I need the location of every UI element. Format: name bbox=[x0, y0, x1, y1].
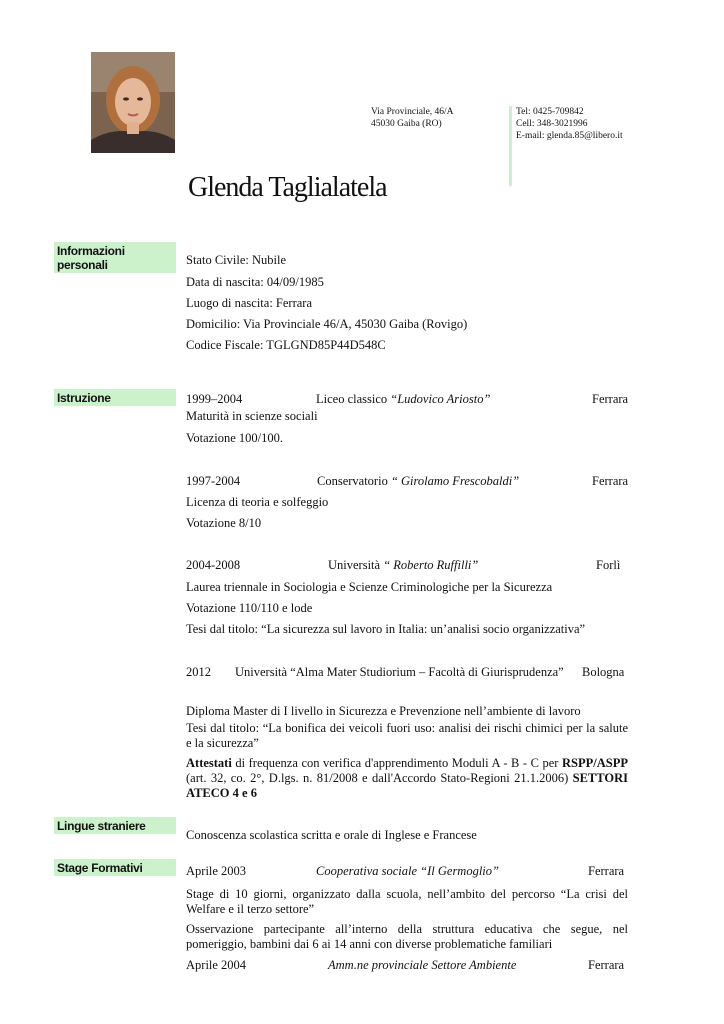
edu-1-years: 1999–2004 bbox=[186, 392, 243, 406]
stage-2-org: Amm.ne provinciale Settore Ambiente bbox=[328, 958, 517, 972]
contact-block bbox=[516, 106, 623, 142]
contact-divider bbox=[509, 106, 512, 186]
section-personal-label: Informazioni personali bbox=[54, 242, 176, 273]
edu-1-line-2: Votazione 100/100. bbox=[186, 431, 283, 445]
edu-3-school bbox=[328, 558, 478, 573]
stage-1-org: Cooperativa sociale “Il Germoglio” bbox=[316, 864, 499, 878]
codice-fiscale: Codice Fiscale: TGLGND85P44D548C bbox=[186, 338, 386, 352]
edu-2-line-1: Licenza di teoria e solfeggio bbox=[186, 495, 329, 509]
edu-3-line-2: Votazione 110/110 e lode bbox=[186, 601, 313, 615]
stage-2-city: Ferrara bbox=[588, 958, 625, 972]
section-education-label: Istruzione bbox=[54, 389, 176, 406]
email-text[interactable]: E-mail: glenda.85@libero.it bbox=[516, 131, 623, 141]
attestati-bold-1: Attestati bbox=[186, 756, 232, 770]
stage-1-line-2: Osservazione partecipante all’interno della struttura educativa che segue, nel pomeriggio, bambini dai 6 ai 14 anni con diverse problematiche familiari bbox=[186, 922, 628, 951]
edu-1-school-prefix: Liceo classico bbox=[316, 392, 391, 406]
edu-4-line-1: Diploma Master di I livello in Sicurezza e Prevenzione nell’ambiente di lavoro bbox=[186, 704, 581, 718]
section-languages-label: Lingue straniere bbox=[54, 817, 176, 834]
edu-4-city: Bologna bbox=[582, 665, 625, 679]
edu-2-years: 1997-2004 bbox=[186, 474, 241, 488]
data-nascita: Data di nascita: 04/09/1985 bbox=[186, 275, 324, 289]
attestati-bold-3: SETTORI ATECO 4 e 6 bbox=[186, 771, 628, 800]
stage-2-date: Aprile 2004 bbox=[186, 958, 247, 972]
address-block bbox=[371, 106, 454, 130]
section-internships-label: Stage Formativi bbox=[54, 859, 176, 876]
page-title: Glenda Taglialatela bbox=[188, 172, 387, 203]
edu-3-line-3: Tesi dal titolo: “La sicurezza sul lavoro in Italia: un’analisi socio organizzativa” bbox=[186, 622, 586, 636]
cell-text: Cell: 348-3021996 bbox=[516, 119, 588, 129]
edu-1-city: Ferrara bbox=[592, 392, 629, 406]
stage-1-line-1: Stage di 10 giorni, organizzato dalla scuola, nell’ambito del percorso “La crisi del Welfare e il terzo settore” bbox=[186, 887, 628, 916]
edu-2-school-prefix: Conservatorio bbox=[317, 474, 391, 488]
edu-2-school-name: “ Girolamo Frescobaldi” bbox=[390, 474, 520, 488]
attestati-bold-2: RSPP/ASPP bbox=[562, 756, 628, 770]
edu-1-school bbox=[316, 392, 490, 407]
address-line-1: Via Provinciale, 46/A bbox=[371, 107, 454, 117]
stato-civile: Stato Civile: Nubile bbox=[186, 253, 286, 267]
edu-2-city: Ferrara bbox=[592, 474, 629, 488]
edu-4-line-2: Tesi dal titolo: “La bonifica dei veicoli fuori uso: analisi dei rischi chimici per la salute e la sicurezza” bbox=[186, 721, 628, 750]
address-line-2: 45030 Gaiba (RO) bbox=[371, 119, 442, 129]
attestati-paragraph bbox=[186, 756, 628, 801]
edu-1-line-1: Maturità in scienze sociali bbox=[186, 409, 318, 423]
edu-3-line-1: Laurea triennale in Sociologia e Scienze Criminologiche per la Sicurezza bbox=[186, 580, 553, 594]
edu-3-years: 2004-2008 bbox=[186, 558, 241, 572]
domicilio: Domicilio: Via Provinciale 46/A, 45030 Gaiba (Rovigo) bbox=[186, 317, 468, 331]
stage-1-date: Aprile 2003 bbox=[186, 864, 247, 878]
edu-3-city: Forlì bbox=[596, 558, 621, 572]
edu-2-line-2: Votazione 8/10 bbox=[186, 516, 262, 530]
edu-1-school-name: “Ludovico Ariosto” bbox=[390, 392, 491, 406]
phone-text: Tel: 0425-709842 bbox=[516, 107, 584, 117]
edu-3-school-name: “ Roberto Ruffilli” bbox=[383, 558, 479, 572]
languages-text: Conoscenza scolastica scritta e orale di Inglese e Francese bbox=[186, 828, 477, 842]
edu-2-school bbox=[317, 474, 519, 489]
profile-photo bbox=[91, 52, 175, 153]
stage-1-city: Ferrara bbox=[588, 864, 625, 878]
attestati-text-1: di frequenza con verifica d'apprendimento Moduli A - B - C per bbox=[231, 756, 563, 770]
edu-4-years: 2012 bbox=[186, 665, 211, 679]
portrait-image bbox=[91, 52, 175, 153]
luogo-nascita: Luogo di nascita: Ferrara bbox=[186, 296, 312, 310]
edu-4-school: Università “Alma Mater Studiorium – Facoltà di Giurisprudenza” bbox=[235, 665, 564, 679]
edu-3-school-prefix: Università bbox=[328, 558, 384, 572]
attestati-text-2: (art. 32, co. 2°, D.lgs. n. 81/2008 e dall'Accordo Stato-Regioni 21.1.2006) bbox=[186, 771, 573, 785]
